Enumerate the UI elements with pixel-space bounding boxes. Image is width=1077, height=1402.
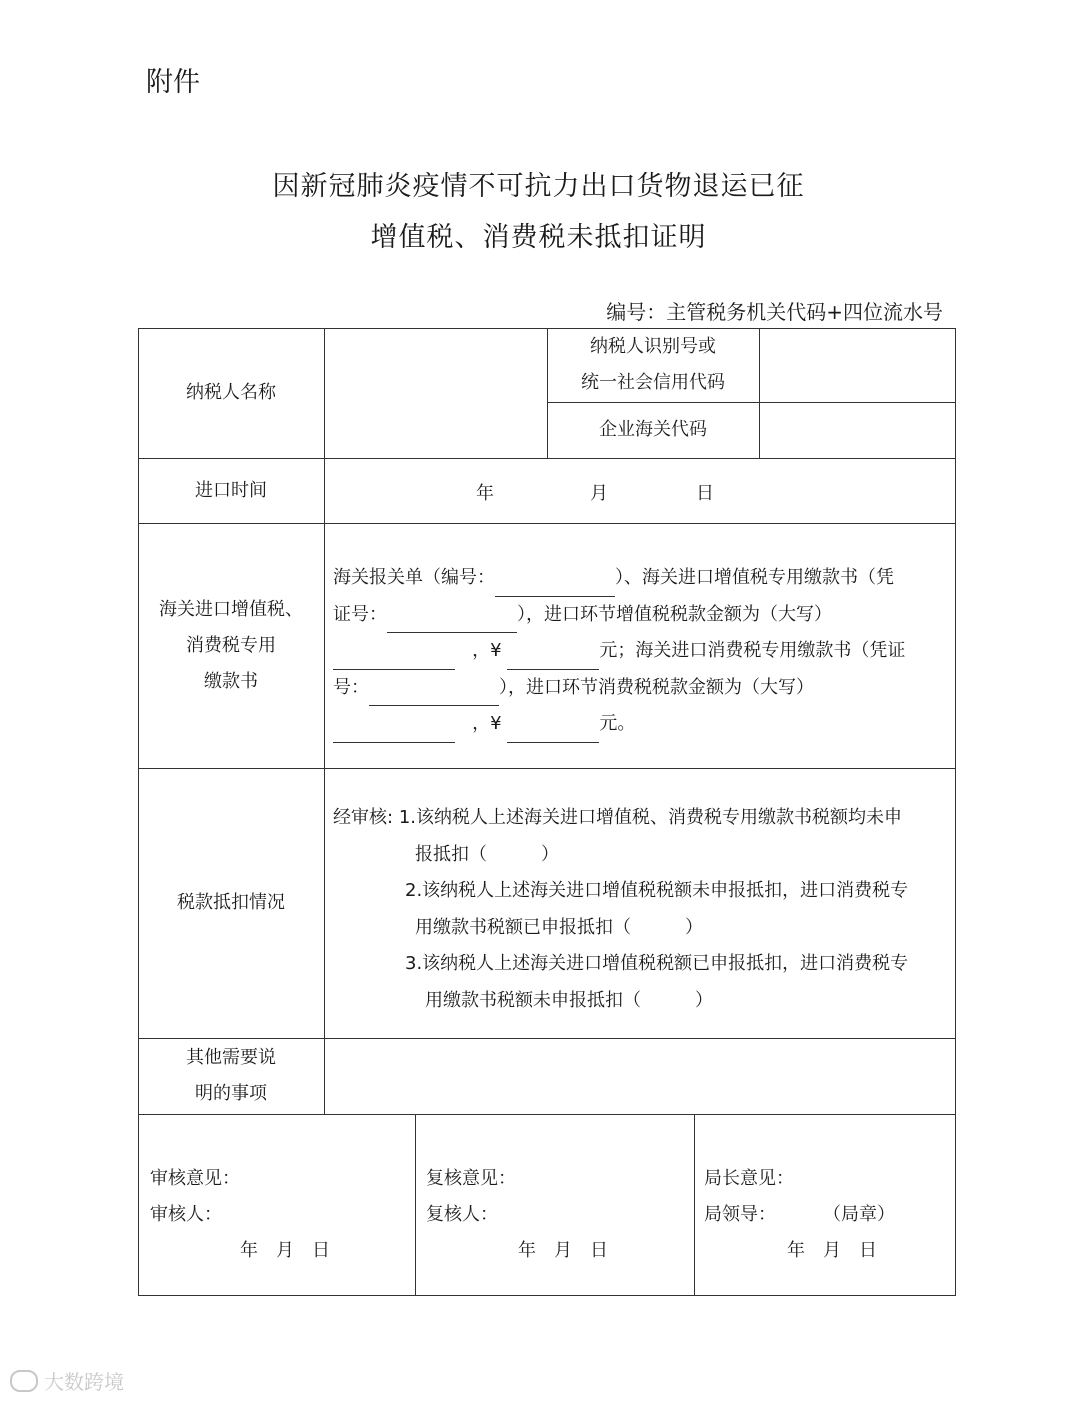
deduction-item-3[interactable]: 3.该纳税人上述海关进口增值税税额已申报抵扣，进口消费税专 bbox=[405, 953, 909, 974]
customs-code-field[interactable] bbox=[760, 403, 954, 457]
import-year-label: 年 bbox=[476, 483, 494, 504]
watermark bbox=[10, 1366, 124, 1395]
watermark-text: 大数跨境 bbox=[44, 1370, 124, 1394]
taxpayer-id-field[interactable] bbox=[760, 329, 954, 401]
document-title-line1: 因新冠肺炎疫情不可抗力出口货物退运已征 bbox=[272, 171, 805, 202]
bureau-seal-label: （局章） bbox=[823, 1204, 895, 1225]
import-month-label: 月 bbox=[590, 483, 608, 504]
deduction-item-2[interactable]: 2.该纳税人上述海关进口增值税税额未申报抵扣，进口消费税专 bbox=[405, 880, 909, 901]
consumption-amount-figure-blank[interactable] bbox=[507, 720, 599, 743]
other-matters-label-line2: 明的事项 bbox=[195, 1083, 267, 1104]
customs-line-1: 海关报关单（编号： ）、海关进口增值税专用缴款书（凭 bbox=[333, 560, 943, 597]
certificate-form bbox=[138, 328, 956, 1296]
other-matters-field[interactable] bbox=[325, 1039, 954, 1113]
taxpayer-name-field[interactable] bbox=[325, 329, 546, 457]
serial-number-label: 编号：主管税务机关代码+四位流水号 bbox=[606, 300, 943, 324]
vat-voucher-number-blank[interactable] bbox=[387, 610, 517, 633]
rechecker-label: 复核人： bbox=[426, 1204, 498, 1225]
recheck-opinion-label: 复核意见： bbox=[426, 1168, 516, 1189]
taxpayer-id-label-line1: 纳税人识别号或 bbox=[590, 336, 716, 357]
deduction-item-2-cont: 用缴款书税额已申报抵扣（ ） bbox=[415, 916, 703, 938]
deduction-item-1[interactable]: 经审核: 1.该纳税人上述海关进口增值税、消费税专用缴款书税额均未申 bbox=[333, 807, 902, 828]
vat-amount-figure-blank[interactable] bbox=[507, 647, 599, 670]
review-date: 年 月 日 bbox=[240, 1240, 330, 1261]
import-time-field[interactable] bbox=[325, 459, 954, 522]
vat-amount-words-blank[interactable] bbox=[333, 647, 455, 670]
recheck-date: 年 月 日 bbox=[518, 1240, 608, 1261]
chat-bubble-icon bbox=[10, 1370, 38, 1392]
tax-deduction-label: 税款抵扣情况 bbox=[177, 892, 285, 913]
consumption-voucher-number-blank[interactable] bbox=[369, 683, 499, 706]
signature-recheck[interactable] bbox=[416, 1114, 694, 1295]
customs-line-4: 号： ），进口环节消费税税款金额为（大写） bbox=[333, 670, 943, 707]
taxpayer-name-label: 纳税人名称 bbox=[186, 382, 276, 403]
document-title-line2: 增值税、消费税未抵扣证明 bbox=[370, 222, 707, 253]
attachment-label: 附件 bbox=[146, 67, 200, 98]
other-matters-label-line1: 其他需要说 bbox=[186, 1047, 276, 1068]
customs-line-2: 证号： ），进口环节增值税税款金额为（大写） bbox=[333, 597, 943, 634]
declaration-number-blank[interactable] bbox=[495, 574, 615, 597]
consumption-amount-words-blank[interactable] bbox=[333, 720, 455, 743]
taxpayer-id-label-line2: 统一社会信用代码 bbox=[581, 372, 725, 393]
tax-deduction-text bbox=[333, 800, 948, 1019]
import-time-label: 进口时间 bbox=[195, 479, 267, 501]
signature-director[interactable] bbox=[695, 1114, 955, 1295]
director-opinion-label: 局长意见： bbox=[704, 1168, 794, 1189]
import-day-label: 日 bbox=[696, 483, 714, 504]
director-label: 局领导： bbox=[704, 1204, 776, 1225]
customs-payment-label-line2: 消费税专用 bbox=[186, 634, 276, 656]
customs-code-label: 企业海关代码 bbox=[599, 419, 707, 440]
deduction-item-1-cont: 报抵扣（ ） bbox=[415, 843, 559, 865]
customs-payment-label-line1: 海关进口增值税、 bbox=[159, 598, 303, 620]
customs-line-3: ，¥ 元；海关进口消费税专用缴款书（凭证 bbox=[333, 633, 943, 670]
director-date: 年 月 日 bbox=[787, 1240, 877, 1261]
signature-review[interactable] bbox=[138, 1114, 415, 1295]
taxpayer-id-label bbox=[547, 328, 759, 402]
customs-payment-label-line3: 缴款书 bbox=[204, 670, 258, 692]
reviewer-label: 审核人： bbox=[150, 1204, 222, 1225]
review-opinion-label: 审核意见： bbox=[150, 1168, 240, 1189]
customs-payment-text bbox=[333, 560, 943, 743]
deduction-item-3-cont: 用缴款书税额未申报抵扣（ ） bbox=[425, 989, 713, 1011]
customs-payment-label bbox=[138, 523, 324, 768]
other-matters-label bbox=[138, 1038, 324, 1114]
customs-line-5: ，¥ 元。 bbox=[333, 706, 943, 743]
